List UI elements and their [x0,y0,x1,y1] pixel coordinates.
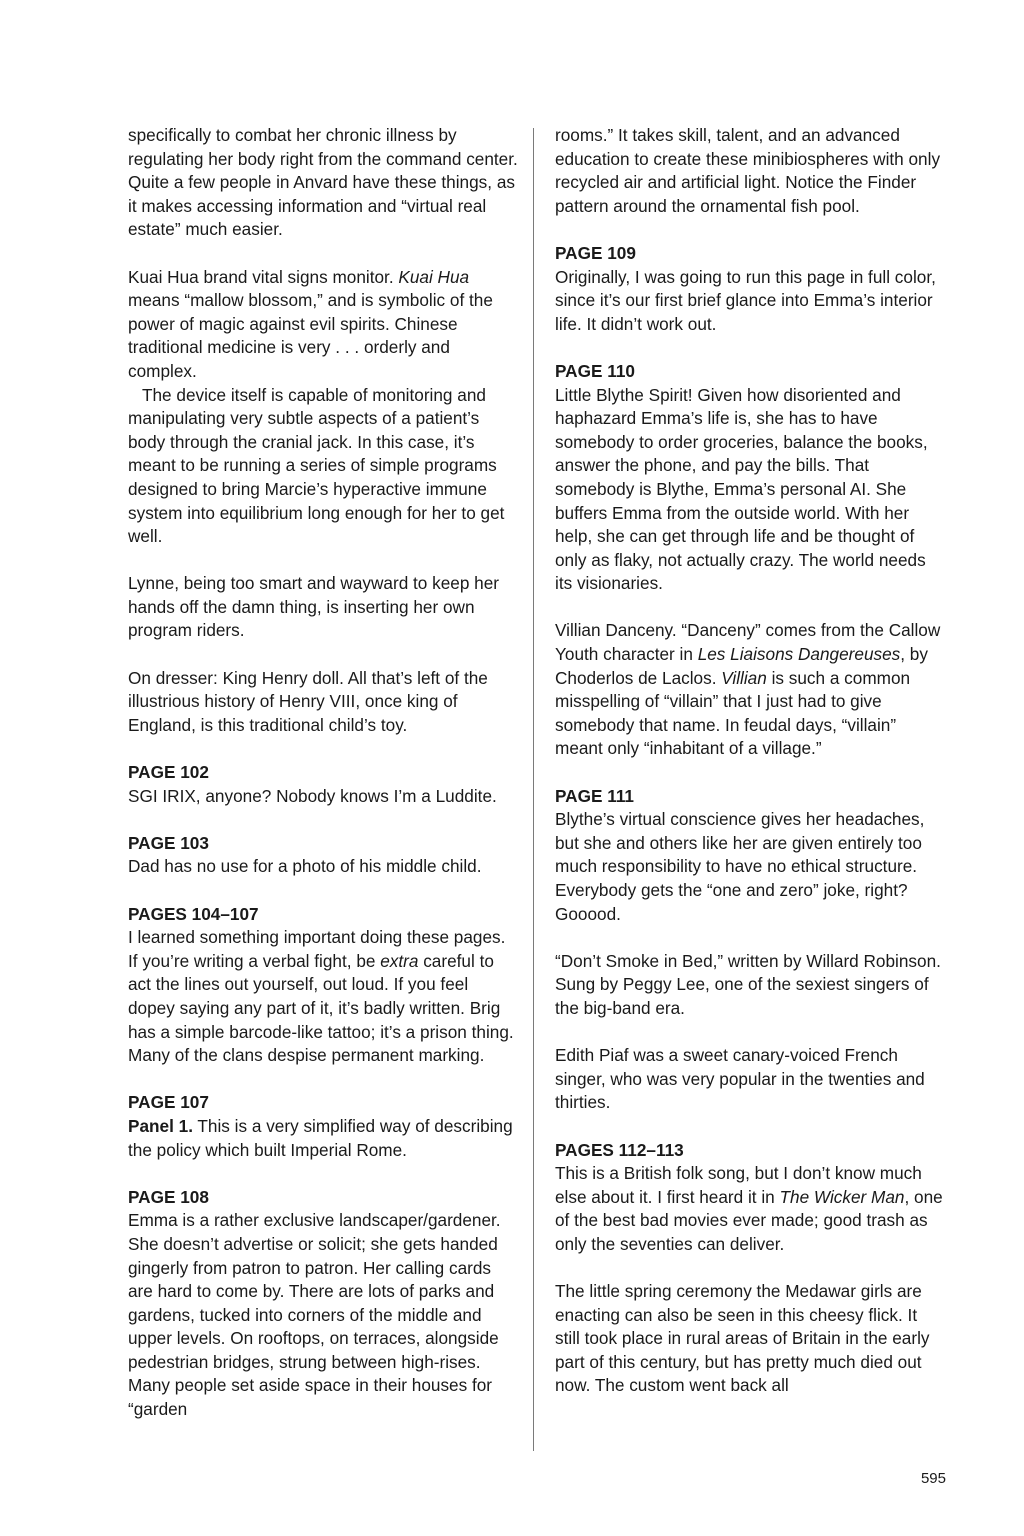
paragraph-command-center [128,124,518,242]
section-pages-104-107 [128,903,518,1068]
section-text: Blythe’s virtual conscience gives her headaches, but she and others like her are given entirely too much responsibility to have no ethical structure. Everybody gets the “one and zero” joke, right? Gooood. [555,809,925,924]
section-heading: PAGE 107 [128,1092,209,1113]
column-divider [533,128,534,1451]
section-page-110 [555,360,945,596]
paragraph-text: Villian Danceny. “Danceny” comes from the Callow Youth character in Les Liaisons Dangereuses, by Choderlos de Laclos. Villian is such a common misspelling of “villain” that I just had to give somebody that name. In feudal days, “villain” meant only “inhabitant of a village.” [555,620,941,759]
page-number: 595 [920,1470,946,1487]
paragraph-text: On dresser: King Henry doll. All that’s left of the illustrious history of Henry VIII, once king of England, is this traditional child’s toy. [128,667,488,735]
section-page-111 [555,785,945,927]
paragraph-garden-rooms [555,124,945,218]
section-heading: PAGE 103 [128,832,209,853]
section-pages-112-113 [555,1139,945,1257]
paragraph-text: “Don’t Smoke in Bed,” written by Willard Robinson. Sung by Peggy Lee, one of the sexiest singers of the big-band era. [555,950,941,1018]
section-page-108 [128,1186,518,1422]
section-text: Dad has no use for a photo of his middle child. [128,856,482,877]
paragraph-spring-ceremony [555,1280,945,1398]
paragraph-text: Lynne, being too smart and wayward to keep her hands off the damn thing, is inserting her own program riders. [128,573,500,641]
section-text: Emma is a rather exclusive landscaper/gardener. She doesn’t advertise or solicit; she gets handed gingerly from patron to patron. Her calling cards are hard to come by. There are lots of parks and gardens, tucked into corners of the middle and upper levels. On rooftops, on terraces, alongside pedestrian bridges, strung between high-rises. Many people set aside space in their houses for “garden [128,1210,501,1420]
section-page-102 [128,761,518,808]
device-text: The device itself is capable of monitoring and manipulating very subtle aspects of a patient’s body through the cranial jack. In this case, it’s meant to be running a series of simple programs designed to bring Marcie’s hyperactive immune system into equilibrium long enough for her to get well. [128,384,505,547]
section-page-103 [128,832,518,879]
paragraph-text: rooms.” It takes skill, talent, and an advanced education to create these minibiospheres with only recycled air and artificial light. Notice the Finder pattern around the ornamental fish pool. [555,125,941,216]
section-text: Originally, I was going to run this page in full color, since it’s our first brief glance into Emma’s interior life. It didn’t work out. [555,266,936,334]
paragraph-kuai-hua [128,266,518,549]
section-text: This is a British folk song, but I don’t know much else about it. I first heard it in The Wicker Man, one of the best bad movies ever made; good trash as only the seventies can deliver. [555,1163,943,1254]
section-heading: PAGE 108 [128,1186,209,1207]
kuai-hua-text: Kuai Hua brand vital signs monitor. Kuai Hua means “mallow blossom,” and is symbolic of the power of magic against evil spirits. Chinese traditional medicine is very . . . orderly and complex. [128,266,493,381]
paragraph-text: specifically to combat her chronic illness by regulating her body right from the command center. Quite a few people in Anvard have these things, as it makes accessing information and “virtual real estate” much easier. [128,125,518,240]
section-heading: PAGE 110 [555,360,635,381]
section-text: Little Blythe Spirit! Given how disoriented and haphazard Emma’s life is, she has to have somebody to order groceries, balance the books, answer the phone, and pay the bills. That somebody is Blythe, Emma’s personal AI. She buffers Emma from the outside world. With her help, she can get through life and be thought of only as flaky, not actually crazy. The world needs its visionaries. [555,384,928,594]
section-heading: PAGE 111 [555,785,634,806]
section-heading: PAGES 104–107 [128,903,259,924]
paragraph-dresser [128,667,518,738]
section-text: Panel 1. This is a very simplified way of describing the policy which built Imperial Rome. [128,1115,513,1160]
section-page-107 [128,1091,518,1162]
left-column [128,124,518,1422]
paragraph-text: Edith Piaf was a sweet canary-voiced French singer, who was very popular in the twenties and thirties. [555,1045,925,1113]
right-column [555,124,945,1398]
section-text: SGI IRIX, anyone? Nobody knows I’m a Luddite. [128,785,497,806]
paragraph-lynne [128,572,518,643]
paragraph-smoke [555,950,945,1021]
section-heading: PAGES 112–113 [555,1139,684,1160]
paragraph-text: The little spring ceremony the Medawar girls are enacting can also be seen in this cheesy flick. It still took place in rural areas of Britain in the early part of this century, but has pretty much died out now. The custom went back all [555,1281,930,1396]
paragraph-villian [555,619,945,761]
paragraph-piaf [555,1044,945,1115]
section-heading: PAGE 109 [555,242,636,263]
section-page-109 [555,242,945,336]
section-heading: PAGE 102 [128,762,209,783]
section-text: I learned something important doing these pages. If you’re writing a verbal fight, be extra careful to act the lines out yourself, out loud. If you feel dopey saying any part of it, it’s badly written. Brig has a simple barcode-like tattoo; it’s a prison thing. Many of the clans despise permanent marking. [128,927,514,1066]
